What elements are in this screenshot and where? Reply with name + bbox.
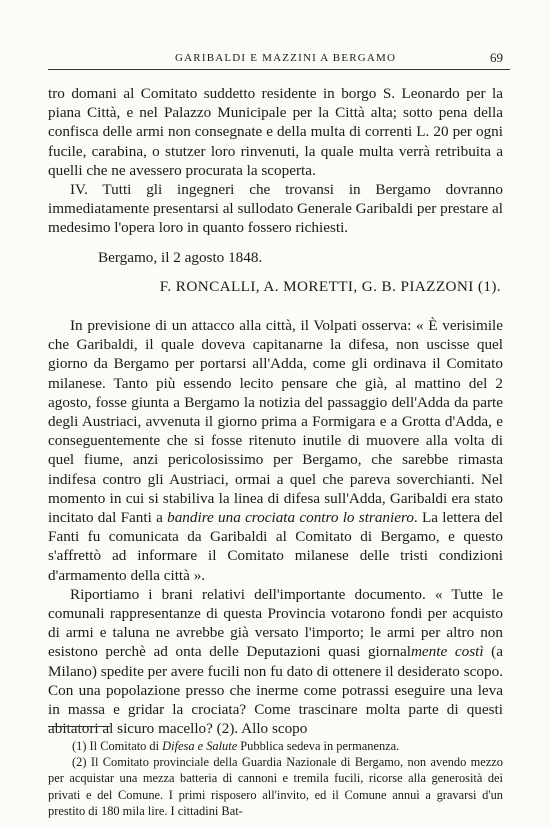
footnote-1 (48, 738, 503, 754)
running-title: GARIBALDI E MAZZINI A BERGAMO (175, 52, 397, 64)
paragraph-volpati (48, 316, 503, 585)
paragraph-continuation: tro domani al Comitato suddetto residente in borgo S. Leonardo per la piana Città, e nel Palazzo Municipale per la Città alta; sotto pena della confisca delle armi non consegnate e della multa di correnti L. 20 per ogni fucile, carabina, o stutzer loro rinvenuti, la quale multa verrà retribuita a quelli che ne avessero procurata la scoperta. (48, 85, 503, 179)
main-text (48, 84, 503, 739)
paragraph-document-text-b: (a Milano) spedite per avere fucili non fu dato di ottenere il desiderato scopo. Con una popolazione presso che inerme come potrassi eseguire una leva in massa e gridar la crociata? Come trascinare molta parte di questi abitatori al sicuro macello? (2). Allo scopo (48, 643, 503, 738)
place-date: Bergamo, il 2 agosto 1848. (98, 248, 263, 266)
paragraph-document (48, 585, 503, 739)
page-number: 69 (490, 50, 503, 65)
footnotes (48, 738, 503, 819)
footnote-1-text-a: (1) Il Comitato di (72, 739, 163, 753)
footnote-rule (48, 726, 110, 727)
paragraph-volpati-italic: bandire una crociata contro lo straniero (167, 509, 414, 527)
paragraph-document-italic: mente costì (410, 643, 484, 661)
footnote-2: (2) Il Comitato provinciale della Guardia Nazionale di Bergamo, non avendo mezzo per acquistar una mezza batteria di cannoni e tremila fucili, ricorse alla generosità dei privati e del Comune. I primi risposero all'invito, ed il Comune annuì a gravarsi d'un prestito di 180 mila lire. I cittadini Bat- (48, 755, 503, 818)
signatures: F. RONCALLI, A. MORETTI, G. B. PIAZZONI (1). (159, 277, 501, 295)
footnote-1-text-b: Pubblica sedeva in permanenza. (237, 739, 400, 753)
footnote-1-italic: Difesa e Salute (162, 739, 238, 753)
paragraph-volpati-text-a: In previsione di un attacco alla città, il Volpati osserva: « È verisimile che Garibaldi, il quale doveva capitanarne la difesa, non uscisse quel giorno da Bergamo per portarsi all'Adda, come gli ordinava il Comitato milanese. Tanto più essendo lecito pensare che già, al mattino del 2 agosto, fosse giunta a Bergamo la notizia del passaggio dell'Adda da parte degli Austriaci, avvenuta il giorno prima a Formigara e a Grotta d'Adda, e conseguentemente che si fosse ritenuto inutile di muovere alla volta di quel fiume, anzi pericolosissimo per Bergamo, che sarebbe rimasta indifesa contro gli Austriaci, ormai a quel che pareva soverchianti. Nel momento in cui si stabiliva la linea di difesa sull'Adda, Garibaldi era stato incitato dal Fanti a (48, 317, 503, 527)
paragraph-article-iv: IV. Tutti gli ingegneri che trovansi in Bergamo dovranno immediatamente presentarsi al sullodato Generale Garibaldi per prestare al medesimo l'opera loro in quanto fossero richiesti. (48, 181, 503, 237)
paragraph-document-text-a: Riportiamo i brani relativi dell'importante documento. « Tutte le comunali rappresentanze di questa Provincia votarono fondi per acquisto di armi e taluna ne avrebbe già versato l'importo; le armi per altro non esistono perchè ad onta delle Deputazioni quasi giornal (48, 585, 503, 661)
header-rule (48, 69, 510, 70)
paragraph-volpati-text-b: . La lettera del Fanti fu comunicata da Garibaldi al Comitato di Bergamo, e questo s'affrettò ad informare il Comitato milanese delle tristi condizioni d'armamento della città ». (48, 509, 503, 584)
